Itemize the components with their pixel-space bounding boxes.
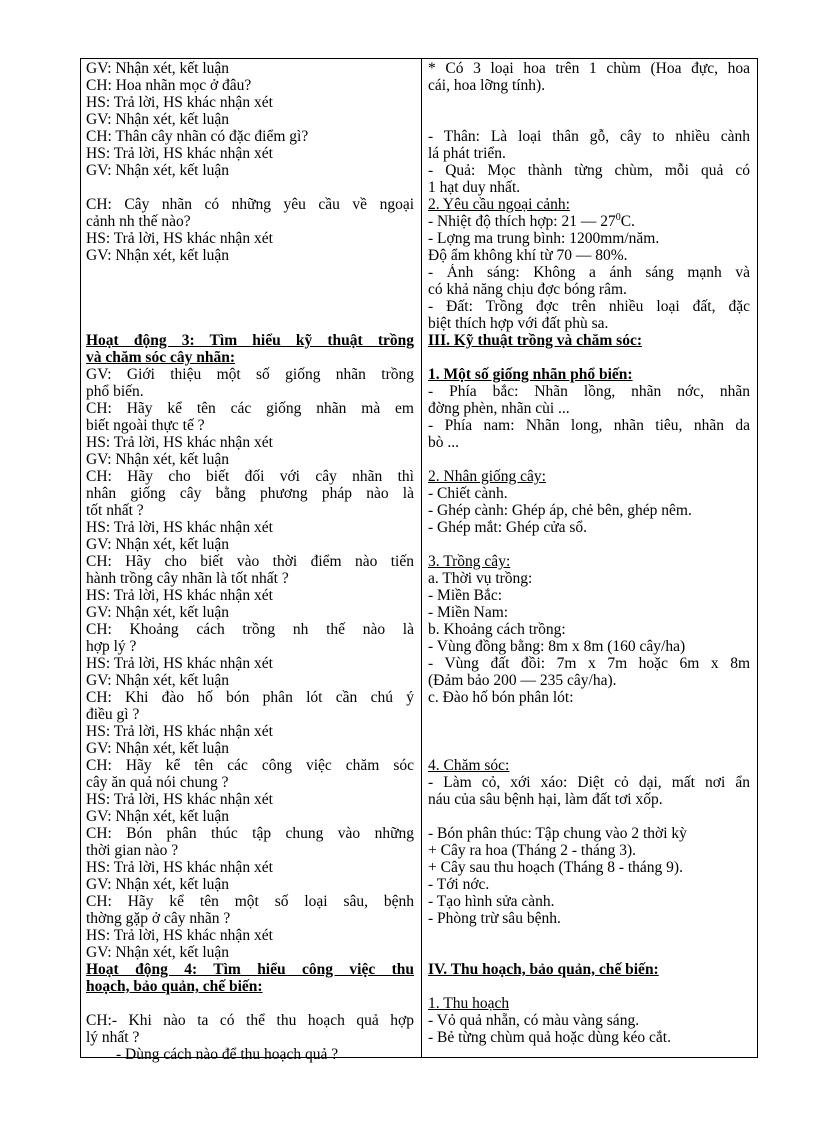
text-line: cảnh nh thế nào? bbox=[86, 213, 191, 230]
text-line: tốt nhất ? bbox=[86, 502, 144, 519]
text-line: biệt thích hợp với đất phù sa. bbox=[428, 315, 609, 332]
text-line: cây ăn quả nói chung ? bbox=[86, 774, 229, 791]
text-line: CH: Khoảng cách trồng nh thế nào là bbox=[86, 621, 414, 638]
text-line: CH: Hãy kể tên các giống nhãn mà em bbox=[86, 400, 414, 417]
text-line: GV: Nhận xét, kết luận bbox=[86, 60, 230, 77]
text-line: CH: Hãy cho biết đối với cây nhãn thì bbox=[86, 468, 414, 485]
text-line: - Phòng trừ sâu bệnh. bbox=[428, 910, 561, 927]
text-line: 1 hạt duy nhất. bbox=[428, 179, 521, 196]
content-column bbox=[428, 60, 750, 1046]
text-line: hành trồng cây nhãn là tốt nhất ? bbox=[86, 570, 289, 587]
text-line: HS: Trả lời, HS khác nhận xét bbox=[86, 230, 273, 247]
text-line: + Cây sau thu hoạch (Tháng 8 - tháng 9). bbox=[428, 859, 683, 876]
text-line: GV: Nhận xét, kết luận bbox=[86, 247, 230, 264]
temperature-unit: C. bbox=[620, 213, 635, 230]
text-line: thời gian nào ? bbox=[86, 842, 179, 859]
text-line: - Quả: Mọc thành từng chùm, mỗi quả có bbox=[428, 162, 750, 179]
text-line: - Phía nam: Nhãn long, nhãn tiêu, nhãn da bbox=[428, 417, 750, 434]
text-line: hợp lý ? bbox=[86, 638, 137, 655]
text-line: - Ghép mắt: Ghép cửa sổ. bbox=[428, 519, 588, 536]
text-line: - Ánh sáng: Không a ánh sáng mạnh và bbox=[428, 264, 750, 281]
text-line: - Đất: Trồng đợc trên nhiều loại đất, đặc bbox=[428, 298, 750, 315]
activity-3-heading: Hoạt động 3: Tìm hiểu kỹ thuật trồng bbox=[86, 332, 414, 349]
sub-heading: 4. Chăm sóc: bbox=[428, 757, 510, 774]
text-line: - Chiết cành. bbox=[428, 485, 508, 502]
text-line: - Thân: Là loại thân gỗ, cây to nhiều cành bbox=[428, 128, 750, 145]
text-line: HS: Trả lời, HS khác nhận xét bbox=[86, 655, 273, 672]
sub-heading: 1. Thu hoạch bbox=[428, 995, 510, 1012]
activity-4-heading: Hoạt động 4: Tìm hiểu công việc thu bbox=[86, 961, 414, 978]
text-line: - Vỏ quả nhẵn, có màu vàng sáng. bbox=[428, 1012, 640, 1029]
text-line: GV: Giới thiệu một số giống nhãn trồng bbox=[86, 366, 414, 383]
text-line: CH: Thân cây nhãn có đặc điểm gì? bbox=[86, 128, 309, 145]
section-heading: 2. Yêu cầu ngoại cảnh: bbox=[428, 196, 570, 213]
text-line: biết ngoài thực tế ? bbox=[86, 417, 205, 434]
text-line: GV: Nhận xét, kết luận bbox=[86, 672, 230, 689]
sub-heading: 1. Một số giống nhãn phổ biến: bbox=[428, 366, 633, 383]
text-line: CH: Bón phân thúc tập chung vào những bbox=[86, 825, 414, 842]
activity-4-heading: hoạch, bảo quản, chế biến: bbox=[86, 978, 263, 995]
text-line: b. Khoảng cách trồng: bbox=[428, 621, 566, 638]
text-line bbox=[428, 213, 750, 230]
text-line: HS: Trả lời, HS khác nhận xét bbox=[86, 927, 273, 944]
text-line: - Lợng ma trung bình: 1200mm/năm. bbox=[428, 230, 660, 247]
text-line: HS: Trả lời, HS khác nhận xét bbox=[86, 519, 273, 536]
text-line: có khả năng chịu đợc bóng râm. bbox=[428, 281, 627, 298]
text-line: phổ biến. bbox=[86, 383, 144, 400]
column-divider bbox=[421, 59, 422, 1057]
text-line: CH:- Khi nào ta có thể thu hoạch quả hợp bbox=[86, 1012, 414, 1029]
text-line: Độ ẩm không khí từ 70 — 80%. bbox=[428, 247, 628, 264]
sub-heading: 3. Trồng cây: bbox=[428, 553, 511, 570]
text-line: CH: Hãy kể tên các công việc chăm sóc bbox=[86, 757, 414, 774]
text-line: GV: Nhận xét, kết luận bbox=[86, 944, 230, 961]
text-line: GV: Nhận xét, kết luận bbox=[86, 451, 230, 468]
temperature-text: - Nhiệt độ thích hợp: 21 — 27 bbox=[428, 213, 616, 230]
text-line: HS: Trả lời, HS khác nhận xét bbox=[86, 145, 273, 162]
lesson-table bbox=[80, 58, 758, 1063]
text-line: cái, hoa lỡng tính). bbox=[428, 77, 546, 94]
text-line: - Ghép cành: Ghép áp, chẻ bên, ghép nêm. bbox=[428, 502, 692, 519]
text-line: - Phía bắc: Nhãn lồng, nhãn nớc, nhãn bbox=[428, 383, 750, 400]
text-line: CH: Khi đào hố bón phân lót cần chú ý bbox=[86, 689, 414, 706]
text-line: - Tạo hình sửa cành. bbox=[428, 893, 555, 910]
text-line: HS: Trả lời, HS khác nhận xét bbox=[86, 94, 273, 111]
section-heading: III. Kỹ thuật trồng và chăm sóc: bbox=[428, 332, 642, 349]
teacher-activity-column bbox=[86, 60, 414, 1063]
text-line: HS: Trả lời, HS khác nhận xét bbox=[86, 723, 273, 740]
text-line: a. Thời vụ trồng: bbox=[428, 570, 533, 587]
text-line: bò ... bbox=[428, 434, 459, 451]
text-line: + Cây ra hoa (Tháng 2 - tháng 3). bbox=[428, 842, 637, 859]
text-line: - Miền Bắc: bbox=[428, 587, 503, 604]
text-line: GV: Nhận xét, kết luận bbox=[86, 111, 230, 128]
text-line: - Tới nớc. bbox=[428, 876, 490, 893]
text-line: CH: Hãy kể tên một số loại sâu, bệnh bbox=[86, 893, 414, 910]
text-line: (Đảm bảo 200 — 235 cây/ha). bbox=[428, 672, 617, 689]
text-line: lá phát triển. bbox=[428, 145, 506, 162]
text-line: GV: Nhận xét, kết luận bbox=[86, 876, 230, 893]
text-line: điều gì ? bbox=[86, 706, 140, 723]
text-line: lý nhất ? bbox=[86, 1029, 140, 1046]
sub-heading: 2. Nhân giống cây: bbox=[428, 468, 546, 485]
text-line: - Bón phân thúc: Tập chung vào 2 thời kỳ bbox=[428, 825, 687, 842]
text-line: thờng gặp ở cây nhãn ? bbox=[86, 910, 231, 927]
text-line: CH: Cây nhãn có những yêu cầu về ngoại bbox=[86, 196, 414, 213]
text-line: - Bẻ từng chùm quả hoặc dùng kéo cắt. bbox=[428, 1029, 671, 1046]
text-line: c. Đào hố bón phân lót: bbox=[428, 689, 574, 706]
superscript: 0 bbox=[615, 213, 621, 223]
text-line: GV: Nhận xét, kết luận bbox=[86, 162, 230, 179]
text-line: HS: Trả lời, HS khác nhận xét bbox=[86, 791, 273, 808]
text-line: - Dùng cách nào để thu hoạch quả ? bbox=[116, 1046, 339, 1063]
text-line: HS: Trả lời, HS khác nhận xét bbox=[86, 859, 273, 876]
text-line: đờng phèn, nhãn cùi ... bbox=[428, 400, 570, 417]
text-line: * Có 3 loại hoa trên 1 chùm (Hoa đực, hoa bbox=[428, 60, 750, 77]
text-line: nhân giống cây bằng phương pháp nào là bbox=[86, 485, 414, 502]
text-line: - Vùng đồng bằng: 8m x 8m (160 cây/ha) bbox=[428, 638, 686, 655]
text-line: HS: Trả lời, HS khác nhận xét bbox=[86, 587, 273, 604]
text-line: GV: Nhận xét, kết luận bbox=[86, 740, 230, 757]
text-line: HS: Trả lời, HS khác nhận xét bbox=[86, 434, 273, 451]
text-line: GV: Nhận xét, kết luận bbox=[86, 604, 230, 621]
text-line: GV: Nhận xét, kết luận bbox=[86, 808, 230, 825]
text-line: CH: Hãy cho biết vào thời điểm nào tiến bbox=[86, 553, 414, 570]
text-line: GV: Nhận xét, kết luận bbox=[86, 536, 230, 553]
activity-3-heading: và chăm sóc cây nhãn: bbox=[86, 349, 235, 366]
text-line: - Vùng đất đồi: 7m x 7m hoặc 6m x 8m bbox=[428, 655, 750, 672]
text-line: CH: Hoa nhãn mọc ở đâu? bbox=[86, 77, 252, 94]
text-line: - Làm cỏ, xới xáo: Diệt cỏ dại, mất nơi ẩn bbox=[428, 774, 750, 791]
text-line: náu của sâu bệnh hại, làm đất tơi xốp. bbox=[428, 791, 663, 808]
text-line: - Miền Nam: bbox=[428, 604, 509, 621]
section-heading: IV. Thu hoạch, bảo quản, chế biến: bbox=[428, 961, 659, 978]
